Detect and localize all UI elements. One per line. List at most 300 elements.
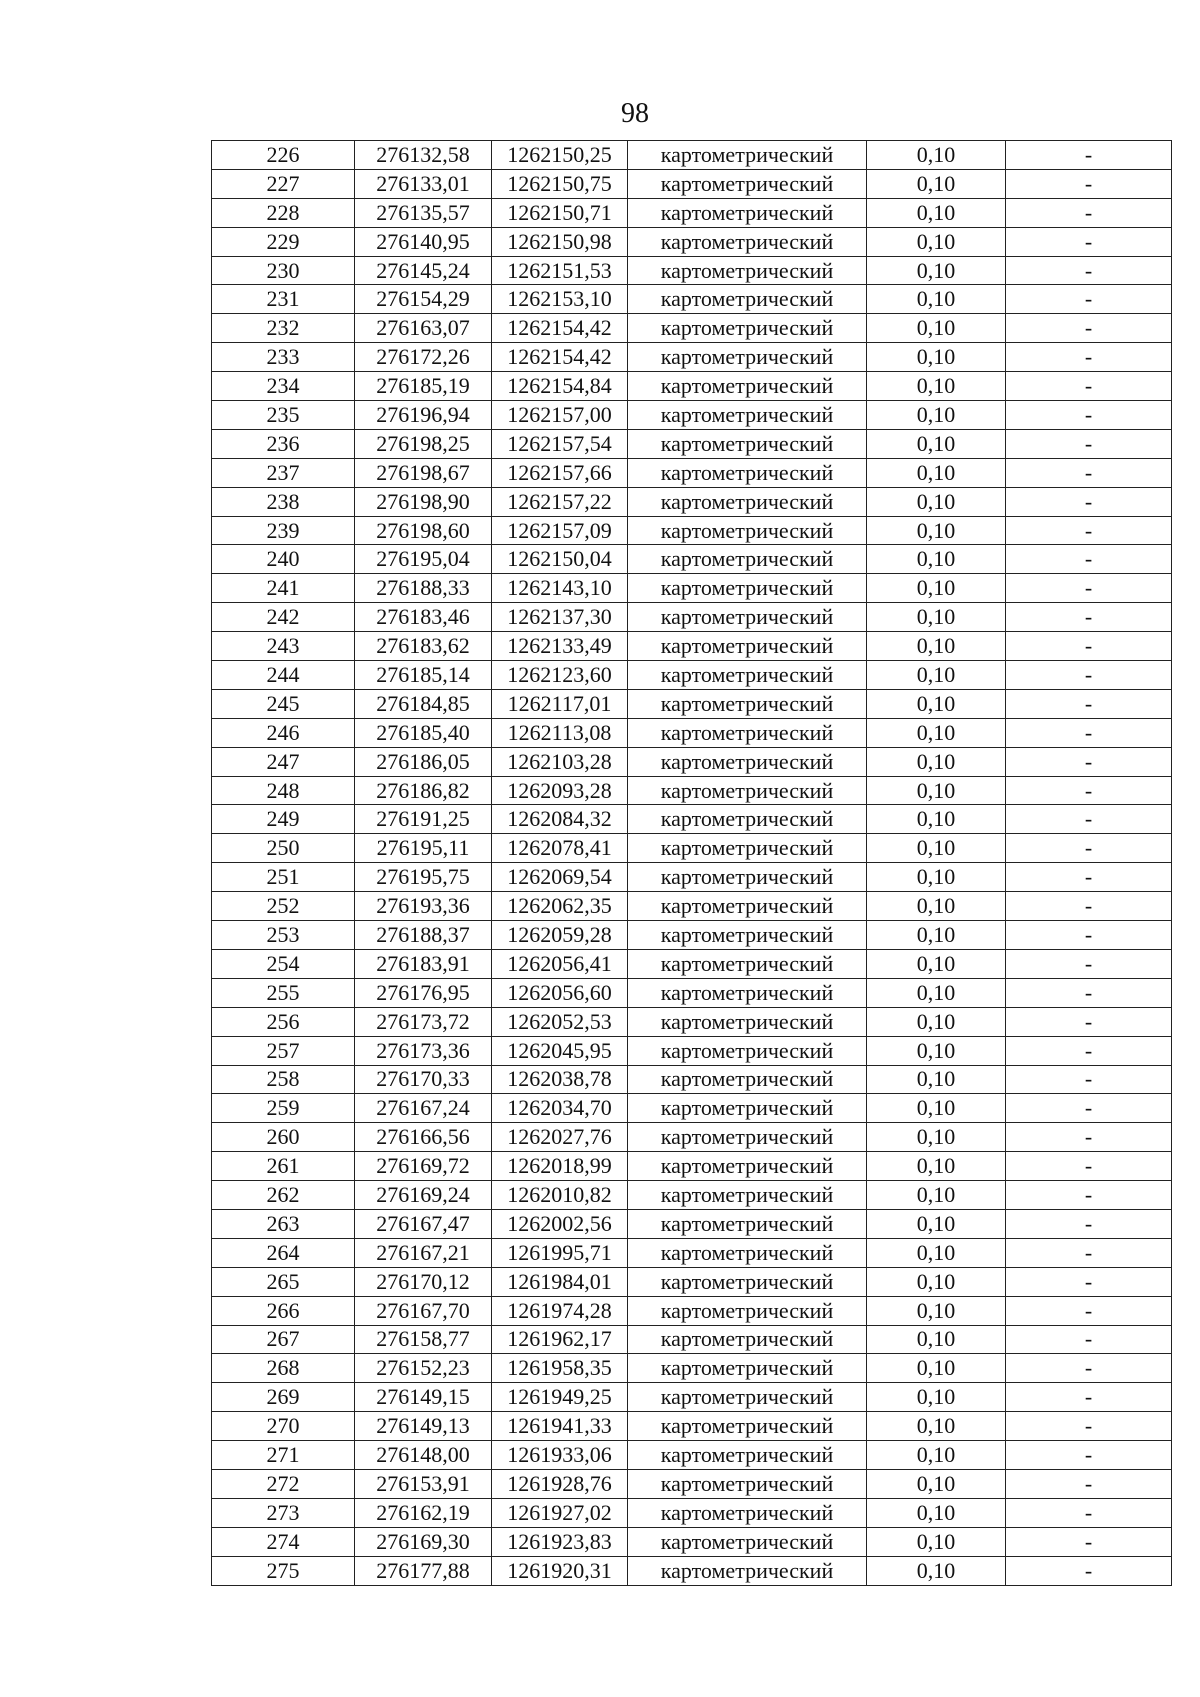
method-cell: картометрический	[628, 776, 867, 805]
method-cell: картометрический	[628, 285, 867, 314]
x-coordinate-cell: 276183,46	[355, 603, 492, 632]
accuracy-cell: 0,10	[867, 1209, 1006, 1238]
description-cell: -	[1006, 1498, 1172, 1527]
method-cell: картометрический	[628, 1181, 867, 1210]
point-number-cell: 272	[212, 1469, 355, 1498]
point-number-cell: 228	[212, 198, 355, 227]
x-coordinate-cell: 276132,58	[355, 141, 492, 170]
point-number-cell: 230	[212, 256, 355, 285]
x-coordinate-cell: 276170,12	[355, 1267, 492, 1296]
y-coordinate-cell: 1262018,99	[492, 1152, 628, 1181]
y-coordinate-cell: 1262154,42	[492, 343, 628, 372]
x-coordinate-cell: 276152,23	[355, 1354, 492, 1383]
point-number-cell: 262	[212, 1181, 355, 1210]
method-cell: картометрический	[628, 1498, 867, 1527]
accuracy-cell: 0,10	[867, 372, 1006, 401]
y-coordinate-cell: 1261920,31	[492, 1556, 628, 1585]
x-coordinate-cell: 276186,82	[355, 776, 492, 805]
description-cell: -	[1006, 776, 1172, 805]
method-cell: картометрический	[628, 1469, 867, 1498]
table-row	[212, 343, 1172, 372]
description-cell: -	[1006, 805, 1172, 834]
accuracy-cell: 0,10	[867, 632, 1006, 661]
method-cell: картометрический	[628, 169, 867, 198]
accuracy-cell: 0,10	[867, 892, 1006, 921]
description-cell: -	[1006, 1209, 1172, 1238]
accuracy-cell: 0,10	[867, 227, 1006, 256]
method-cell: картометрический	[628, 458, 867, 487]
x-coordinate-cell: 276185,14	[355, 661, 492, 690]
method-cell: картометрический	[628, 1556, 867, 1585]
method-cell: картометрический	[628, 545, 867, 574]
y-coordinate-cell: 1262137,30	[492, 603, 628, 632]
method-cell: картометрический	[628, 198, 867, 227]
point-number-cell: 263	[212, 1209, 355, 1238]
y-coordinate-cell: 1262059,28	[492, 921, 628, 950]
method-cell: картометрический	[628, 256, 867, 285]
accuracy-cell: 0,10	[867, 314, 1006, 343]
table-row	[212, 805, 1172, 834]
table-row	[212, 1065, 1172, 1094]
table-row	[212, 227, 1172, 256]
x-coordinate-cell: 276170,33	[355, 1065, 492, 1094]
accuracy-cell: 0,10	[867, 603, 1006, 632]
description-cell: -	[1006, 198, 1172, 227]
coordinates-table-body	[212, 141, 1172, 1586]
x-coordinate-cell: 276154,29	[355, 285, 492, 314]
x-coordinate-cell: 276148,00	[355, 1441, 492, 1470]
table-row	[212, 1469, 1172, 1498]
description-cell: -	[1006, 1441, 1172, 1470]
point-number-cell: 237	[212, 458, 355, 487]
description-cell: -	[1006, 1354, 1172, 1383]
x-coordinate-cell: 276149,13	[355, 1412, 492, 1441]
table-row	[212, 776, 1172, 805]
table-row	[212, 285, 1172, 314]
method-cell: картометрический	[628, 863, 867, 892]
x-coordinate-cell: 276173,36	[355, 1036, 492, 1065]
point-number-cell: 239	[212, 516, 355, 545]
x-coordinate-cell: 276196,94	[355, 401, 492, 430]
accuracy-cell: 0,10	[867, 429, 1006, 458]
point-number-cell: 267	[212, 1325, 355, 1354]
table-row	[212, 1123, 1172, 1152]
y-coordinate-cell: 1262084,32	[492, 805, 628, 834]
accuracy-cell: 0,10	[867, 1527, 1006, 1556]
accuracy-cell: 0,10	[867, 1007, 1006, 1036]
point-number-cell: 271	[212, 1441, 355, 1470]
x-coordinate-cell: 276133,01	[355, 169, 492, 198]
method-cell: картометрический	[628, 632, 867, 661]
accuracy-cell: 0,10	[867, 1036, 1006, 1065]
accuracy-cell: 0,10	[867, 921, 1006, 950]
method-cell: картометрический	[628, 805, 867, 834]
y-coordinate-cell: 1261941,33	[492, 1412, 628, 1441]
y-coordinate-cell: 1261974,28	[492, 1296, 628, 1325]
y-coordinate-cell: 1261928,76	[492, 1469, 628, 1498]
table-row	[212, 834, 1172, 863]
y-coordinate-cell: 1262157,00	[492, 401, 628, 430]
table-row	[212, 1412, 1172, 1441]
y-coordinate-cell: 1262151,53	[492, 256, 628, 285]
accuracy-cell: 0,10	[867, 574, 1006, 603]
point-number-cell: 231	[212, 285, 355, 314]
table-row	[212, 401, 1172, 430]
description-cell: -	[1006, 1123, 1172, 1152]
point-number-cell: 251	[212, 863, 355, 892]
method-cell: картометрический	[628, 574, 867, 603]
description-cell: -	[1006, 834, 1172, 863]
x-coordinate-cell: 276195,75	[355, 863, 492, 892]
point-number-cell: 254	[212, 949, 355, 978]
description-cell: -	[1006, 429, 1172, 458]
table-row	[212, 1441, 1172, 1470]
description-cell: -	[1006, 1325, 1172, 1354]
x-coordinate-cell: 276172,26	[355, 343, 492, 372]
x-coordinate-cell: 276166,56	[355, 1123, 492, 1152]
method-cell: картометрический	[628, 718, 867, 747]
x-coordinate-cell: 276167,24	[355, 1094, 492, 1123]
accuracy-cell: 0,10	[867, 141, 1006, 170]
point-number-cell: 238	[212, 487, 355, 516]
x-coordinate-cell: 276158,77	[355, 1325, 492, 1354]
method-cell: картометрический	[628, 949, 867, 978]
table-row	[212, 1036, 1172, 1065]
table-row	[212, 747, 1172, 776]
description-cell: -	[1006, 747, 1172, 776]
method-cell: картометрический	[628, 747, 867, 776]
table-row	[212, 545, 1172, 574]
y-coordinate-cell: 1262038,78	[492, 1065, 628, 1094]
table-row	[212, 1209, 1172, 1238]
description-cell: -	[1006, 661, 1172, 690]
accuracy-cell: 0,10	[867, 689, 1006, 718]
y-coordinate-cell: 1262027,76	[492, 1123, 628, 1152]
x-coordinate-cell: 276188,33	[355, 574, 492, 603]
description-cell: -	[1006, 169, 1172, 198]
table-row	[212, 458, 1172, 487]
point-number-cell: 273	[212, 1498, 355, 1527]
accuracy-cell: 0,10	[867, 949, 1006, 978]
table-row	[212, 487, 1172, 516]
point-number-cell: 250	[212, 834, 355, 863]
point-number-cell: 264	[212, 1238, 355, 1267]
accuracy-cell: 0,10	[867, 1238, 1006, 1267]
table-row	[212, 1354, 1172, 1383]
x-coordinate-cell: 276186,05	[355, 747, 492, 776]
accuracy-cell: 0,10	[867, 1325, 1006, 1354]
x-coordinate-cell: 276195,04	[355, 545, 492, 574]
y-coordinate-cell: 1262150,75	[492, 169, 628, 198]
accuracy-cell: 0,10	[867, 1383, 1006, 1412]
y-coordinate-cell: 1262002,56	[492, 1209, 628, 1238]
x-coordinate-cell: 276167,47	[355, 1209, 492, 1238]
accuracy-cell: 0,10	[867, 1267, 1006, 1296]
y-coordinate-cell: 1261923,83	[492, 1527, 628, 1556]
description-cell: -	[1006, 401, 1172, 430]
table-row	[212, 863, 1172, 892]
description-cell: -	[1006, 1267, 1172, 1296]
y-coordinate-cell: 1262150,98	[492, 227, 628, 256]
table-row	[212, 1556, 1172, 1585]
y-coordinate-cell: 1261933,06	[492, 1441, 628, 1470]
x-coordinate-cell: 276145,24	[355, 256, 492, 285]
method-cell: картометрический	[628, 1296, 867, 1325]
description-cell: -	[1006, 689, 1172, 718]
x-coordinate-cell: 276177,88	[355, 1556, 492, 1585]
description-cell: -	[1006, 1383, 1172, 1412]
accuracy-cell: 0,10	[867, 169, 1006, 198]
description-cell: -	[1006, 1181, 1172, 1210]
method-cell: картометрический	[628, 689, 867, 718]
point-number-cell: 259	[212, 1094, 355, 1123]
point-number-cell: 229	[212, 227, 355, 256]
method-cell: картометрический	[628, 834, 867, 863]
point-number-cell: 244	[212, 661, 355, 690]
method-cell: картометрический	[628, 1209, 867, 1238]
description-cell: -	[1006, 1238, 1172, 1267]
x-coordinate-cell: 276191,25	[355, 805, 492, 834]
y-coordinate-cell: 1262153,10	[492, 285, 628, 314]
point-number-cell: 265	[212, 1267, 355, 1296]
description-cell: -	[1006, 632, 1172, 661]
x-coordinate-cell: 276184,85	[355, 689, 492, 718]
x-coordinate-cell: 276167,70	[355, 1296, 492, 1325]
method-cell: картометрический	[628, 401, 867, 430]
accuracy-cell: 0,10	[867, 805, 1006, 834]
point-number-cell: 274	[212, 1527, 355, 1556]
description-cell: -	[1006, 1152, 1172, 1181]
table-row	[212, 429, 1172, 458]
point-number-cell: 236	[212, 429, 355, 458]
page-number: 98	[621, 98, 649, 129]
method-cell: картометрический	[628, 978, 867, 1007]
x-coordinate-cell: 276183,62	[355, 632, 492, 661]
description-cell: -	[1006, 1094, 1172, 1123]
description-cell: -	[1006, 949, 1172, 978]
table-row	[212, 718, 1172, 747]
description-cell: -	[1006, 718, 1172, 747]
y-coordinate-cell: 1262150,04	[492, 545, 628, 574]
x-coordinate-cell: 276169,30	[355, 1527, 492, 1556]
y-coordinate-cell: 1262133,49	[492, 632, 628, 661]
table-row	[212, 1267, 1172, 1296]
point-number-cell: 240	[212, 545, 355, 574]
method-cell: картометрический	[628, 343, 867, 372]
point-number-cell: 247	[212, 747, 355, 776]
method-cell: картометрический	[628, 1527, 867, 1556]
y-coordinate-cell: 1262045,95	[492, 1036, 628, 1065]
x-coordinate-cell: 276176,95	[355, 978, 492, 1007]
method-cell: картометрический	[628, 1152, 867, 1181]
accuracy-cell: 0,10	[867, 198, 1006, 227]
accuracy-cell: 0,10	[867, 747, 1006, 776]
y-coordinate-cell: 1262157,09	[492, 516, 628, 545]
description-cell: -	[1006, 285, 1172, 314]
description-cell: -	[1006, 1412, 1172, 1441]
point-number-cell: 258	[212, 1065, 355, 1094]
point-number-cell: 248	[212, 776, 355, 805]
accuracy-cell: 0,10	[867, 256, 1006, 285]
method-cell: картометрический	[628, 1036, 867, 1065]
point-number-cell: 269	[212, 1383, 355, 1412]
accuracy-cell: 0,10	[867, 1469, 1006, 1498]
method-cell: картометрический	[628, 372, 867, 401]
point-number-cell: 245	[212, 689, 355, 718]
method-cell: картометрический	[628, 1441, 867, 1470]
y-coordinate-cell: 1262150,71	[492, 198, 628, 227]
description-cell: -	[1006, 892, 1172, 921]
x-coordinate-cell: 276167,21	[355, 1238, 492, 1267]
point-number-cell: 226	[212, 141, 355, 170]
x-coordinate-cell: 276135,57	[355, 198, 492, 227]
point-number-cell: 275	[212, 1556, 355, 1585]
y-coordinate-cell: 1261927,02	[492, 1498, 628, 1527]
y-coordinate-cell: 1262117,01	[492, 689, 628, 718]
table-row	[212, 1296, 1172, 1325]
method-cell: картометрический	[628, 1123, 867, 1152]
method-cell: картометрический	[628, 314, 867, 343]
description-cell: -	[1006, 1469, 1172, 1498]
x-coordinate-cell: 276183,91	[355, 949, 492, 978]
y-coordinate-cell: 1262143,10	[492, 574, 628, 603]
method-cell: картометрический	[628, 487, 867, 516]
method-cell: картометрический	[628, 1354, 867, 1383]
point-number-cell: 268	[212, 1354, 355, 1383]
x-coordinate-cell: 276162,19	[355, 1498, 492, 1527]
description-cell: -	[1006, 1065, 1172, 1094]
table-row	[212, 516, 1172, 545]
x-coordinate-cell: 276193,36	[355, 892, 492, 921]
accuracy-cell: 0,10	[867, 1441, 1006, 1470]
x-coordinate-cell: 276153,91	[355, 1469, 492, 1498]
description-cell: -	[1006, 256, 1172, 285]
accuracy-cell: 0,10	[867, 978, 1006, 1007]
accuracy-cell: 0,10	[867, 1412, 1006, 1441]
method-cell: картометрический	[628, 1094, 867, 1123]
point-number-cell: 255	[212, 978, 355, 1007]
point-number-cell: 235	[212, 401, 355, 430]
accuracy-cell: 0,10	[867, 661, 1006, 690]
method-cell: картометрический	[628, 1238, 867, 1267]
table-row	[212, 574, 1172, 603]
x-coordinate-cell: 276185,40	[355, 718, 492, 747]
table-row	[212, 1498, 1172, 1527]
accuracy-cell: 0,10	[867, 1296, 1006, 1325]
accuracy-cell: 0,10	[867, 1556, 1006, 1585]
y-coordinate-cell: 1262103,28	[492, 747, 628, 776]
x-coordinate-cell: 276140,95	[355, 227, 492, 256]
description-cell: -	[1006, 1296, 1172, 1325]
description-cell: -	[1006, 487, 1172, 516]
accuracy-cell: 0,10	[867, 487, 1006, 516]
accuracy-cell: 0,10	[867, 516, 1006, 545]
point-number-cell: 246	[212, 718, 355, 747]
point-number-cell: 260	[212, 1123, 355, 1152]
y-coordinate-cell: 1262056,60	[492, 978, 628, 1007]
accuracy-cell: 0,10	[867, 545, 1006, 574]
description-cell: -	[1006, 545, 1172, 574]
y-coordinate-cell: 1261984,01	[492, 1267, 628, 1296]
description-cell: -	[1006, 1007, 1172, 1036]
accuracy-cell: 0,10	[867, 1094, 1006, 1123]
y-coordinate-cell: 1262093,28	[492, 776, 628, 805]
point-number-cell: 243	[212, 632, 355, 661]
point-number-cell: 266	[212, 1296, 355, 1325]
y-coordinate-cell: 1262157,54	[492, 429, 628, 458]
x-coordinate-cell: 276149,15	[355, 1383, 492, 1412]
table-row	[212, 372, 1172, 401]
table-row	[212, 198, 1172, 227]
table-row	[212, 314, 1172, 343]
y-coordinate-cell: 1262056,41	[492, 949, 628, 978]
accuracy-cell: 0,10	[867, 401, 1006, 430]
accuracy-cell: 0,10	[867, 1354, 1006, 1383]
point-number-cell: 257	[212, 1036, 355, 1065]
table-row	[212, 1094, 1172, 1123]
method-cell: картометрический	[628, 1383, 867, 1412]
description-cell: -	[1006, 603, 1172, 632]
description-cell: -	[1006, 1527, 1172, 1556]
x-coordinate-cell: 276185,19	[355, 372, 492, 401]
table-row	[212, 949, 1172, 978]
description-cell: -	[1006, 1036, 1172, 1065]
y-coordinate-cell: 1262154,84	[492, 372, 628, 401]
table-row	[212, 603, 1172, 632]
method-cell: картометрический	[628, 603, 867, 632]
accuracy-cell: 0,10	[867, 718, 1006, 747]
description-cell: -	[1006, 978, 1172, 1007]
y-coordinate-cell: 1262123,60	[492, 661, 628, 690]
x-coordinate-cell: 276195,11	[355, 834, 492, 863]
table-row	[212, 1181, 1172, 1210]
point-number-cell: 253	[212, 921, 355, 950]
method-cell: картометрический	[628, 227, 867, 256]
point-number-cell: 232	[212, 314, 355, 343]
accuracy-cell: 0,10	[867, 1498, 1006, 1527]
description-cell: -	[1006, 863, 1172, 892]
x-coordinate-cell: 276163,07	[355, 314, 492, 343]
table-row	[212, 1007, 1172, 1036]
accuracy-cell: 0,10	[867, 1181, 1006, 1210]
description-cell: -	[1006, 141, 1172, 170]
y-coordinate-cell: 1262157,66	[492, 458, 628, 487]
method-cell: картометрический	[628, 516, 867, 545]
method-cell: картометрический	[628, 921, 867, 950]
y-coordinate-cell: 1262010,82	[492, 1181, 628, 1210]
table-row	[212, 689, 1172, 718]
point-number-cell: 261	[212, 1152, 355, 1181]
point-number-cell: 249	[212, 805, 355, 834]
point-number-cell: 227	[212, 169, 355, 198]
method-cell: картометрический	[628, 661, 867, 690]
y-coordinate-cell: 1262154,42	[492, 314, 628, 343]
y-coordinate-cell: 1261962,17	[492, 1325, 628, 1354]
x-coordinate-cell: 276169,24	[355, 1181, 492, 1210]
accuracy-cell: 0,10	[867, 1152, 1006, 1181]
accuracy-cell: 0,10	[867, 1065, 1006, 1094]
y-coordinate-cell: 1262069,54	[492, 863, 628, 892]
x-coordinate-cell: 276198,60	[355, 516, 492, 545]
description-cell: -	[1006, 314, 1172, 343]
y-coordinate-cell: 1261995,71	[492, 1238, 628, 1267]
y-coordinate-cell: 1262078,41	[492, 834, 628, 863]
method-cell: картометрический	[628, 892, 867, 921]
method-cell: картометрический	[628, 1412, 867, 1441]
method-cell: картометрический	[628, 1325, 867, 1354]
point-number-cell: 241	[212, 574, 355, 603]
table-row	[212, 1527, 1172, 1556]
